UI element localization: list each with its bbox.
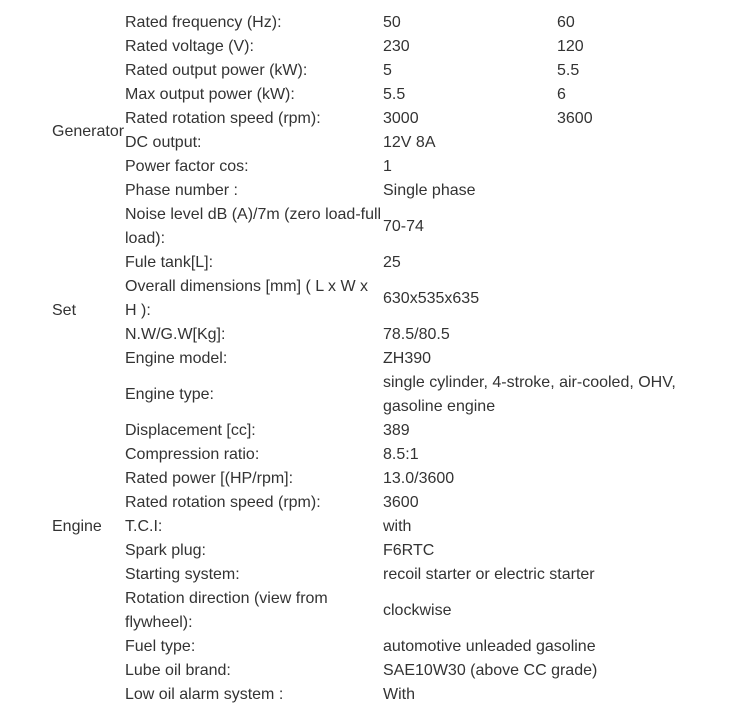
spec-row — [0, 323, 730, 347]
spec-name: Lube oil brand: — [125, 662, 231, 679]
spec-name: Fule tank[L]: — [125, 254, 214, 271]
spec-row — [0, 467, 730, 491]
spec-row — [0, 683, 730, 707]
spec-value: automotive unleaded gasoline — [383, 638, 596, 655]
spec-value: With — [383, 686, 415, 703]
group-label-set: Set — [52, 302, 77, 319]
spec-value-50hz: 3000 — [383, 110, 419, 127]
spec-value: Single phase — [383, 182, 476, 199]
spec-value: 13.0/3600 — [383, 470, 455, 487]
spec-row — [0, 371, 730, 419]
spec-value: F6RTC — [383, 542, 435, 559]
spec-value-60hz: 120 — [557, 38, 584, 55]
spec-row — [0, 59, 730, 83]
spec-name: Starting system: — [125, 566, 240, 583]
spec-row — [0, 539, 730, 563]
spec-row — [0, 179, 730, 203]
spec-row — [0, 635, 730, 659]
spec-value-60hz: 6 — [557, 86, 566, 103]
spec-name: Rated frequency (Hz): — [125, 14, 282, 31]
spec-value: SAE10W30 (above CC grade) — [383, 662, 598, 679]
spec-value-50hz: 5.5 — [383, 86, 406, 103]
spec-name: Rated output power (kW): — [125, 62, 308, 79]
spec-name: Spark plug: — [125, 542, 206, 559]
spec-value-60hz: 60 — [557, 14, 575, 31]
spec-row — [0, 155, 730, 179]
spec-name: Max output power (kW): — [125, 86, 295, 103]
spec-value: 630x535x635 — [383, 290, 480, 307]
group-label-generator: Generator — [52, 123, 125, 140]
spec-name: N.W/G.W[Kg]: — [125, 326, 226, 343]
spec-row — [0, 35, 730, 59]
spec-row — [0, 419, 730, 443]
spec-value: 25 — [383, 254, 401, 271]
spec-name: Engine type: — [125, 386, 214, 403]
group-label-engine: Engine — [52, 518, 102, 535]
spec-name: Overall dimensions [mm] ( L x W x H ): — [125, 278, 369, 319]
spec-value: 389 — [383, 422, 410, 439]
spec-value: 12V 8A — [383, 134, 436, 151]
spec-row — [0, 443, 730, 467]
spec-row — [0, 11, 730, 35]
spec-row — [0, 491, 730, 515]
spec-value-50hz: 5 — [383, 62, 392, 79]
spec-name: Rated voltage (V): — [125, 38, 254, 55]
spec-name: Low oil alarm system : — [125, 686, 284, 703]
spec-value: recoil starter or electric starter — [383, 566, 595, 583]
spec-name: Phase number : — [125, 182, 238, 199]
spec-name: Power factor cos: — [125, 158, 249, 175]
spec-row — [0, 347, 730, 371]
spec-name: Displacement [cc]: — [125, 422, 256, 439]
spec-value: ZH390 — [383, 350, 432, 367]
spec-value: clockwise — [383, 602, 452, 619]
spec-value-50hz: 230 — [383, 38, 410, 55]
spec-value: 1 — [383, 158, 392, 175]
spec-name: Rated rotation speed (rpm): — [125, 110, 321, 127]
spec-value: 70-74 — [383, 218, 424, 235]
spec-value-60hz: 5.5 — [557, 62, 580, 79]
spec-value-60hz: 3600 — [557, 110, 593, 127]
spec-row — [0, 515, 730, 539]
spec-row — [0, 107, 730, 131]
spec-name: Engine model: — [125, 350, 228, 367]
spec-row — [0, 587, 730, 635]
spec-row — [0, 203, 730, 251]
spec-row — [0, 659, 730, 683]
spec-value: with — [383, 518, 412, 535]
spec-value-50hz: 50 — [383, 14, 401, 31]
spec-row — [0, 275, 730, 323]
spec-value: single cylinder, 4-stroke, air-cooled, OHV, gasoline engine — [383, 374, 676, 415]
spec-row — [0, 251, 730, 275]
spec-row — [0, 83, 730, 107]
spec-row — [0, 563, 730, 587]
spec-name: Rated rotation speed (rpm): — [125, 494, 321, 511]
spec-name: Compression ratio: — [125, 446, 260, 463]
spec-value: 3600 — [383, 494, 419, 511]
spec-name: Rotation direction (view from flywheel): — [125, 590, 328, 631]
spec-name: Fuel type: — [125, 638, 196, 655]
spec-name: DC output: — [125, 134, 202, 151]
spec-name: Noise level dB (A)/7m (zero load-full load): — [125, 206, 382, 247]
spec-value: 78.5/80.5 — [383, 326, 450, 343]
spec-name: Rated power [(HP/rpm]: — [125, 470, 294, 487]
spec-name: T.C.I: — [125, 518, 163, 535]
spec-value: 8.5:1 — [383, 446, 419, 463]
spec-row — [0, 131, 730, 155]
